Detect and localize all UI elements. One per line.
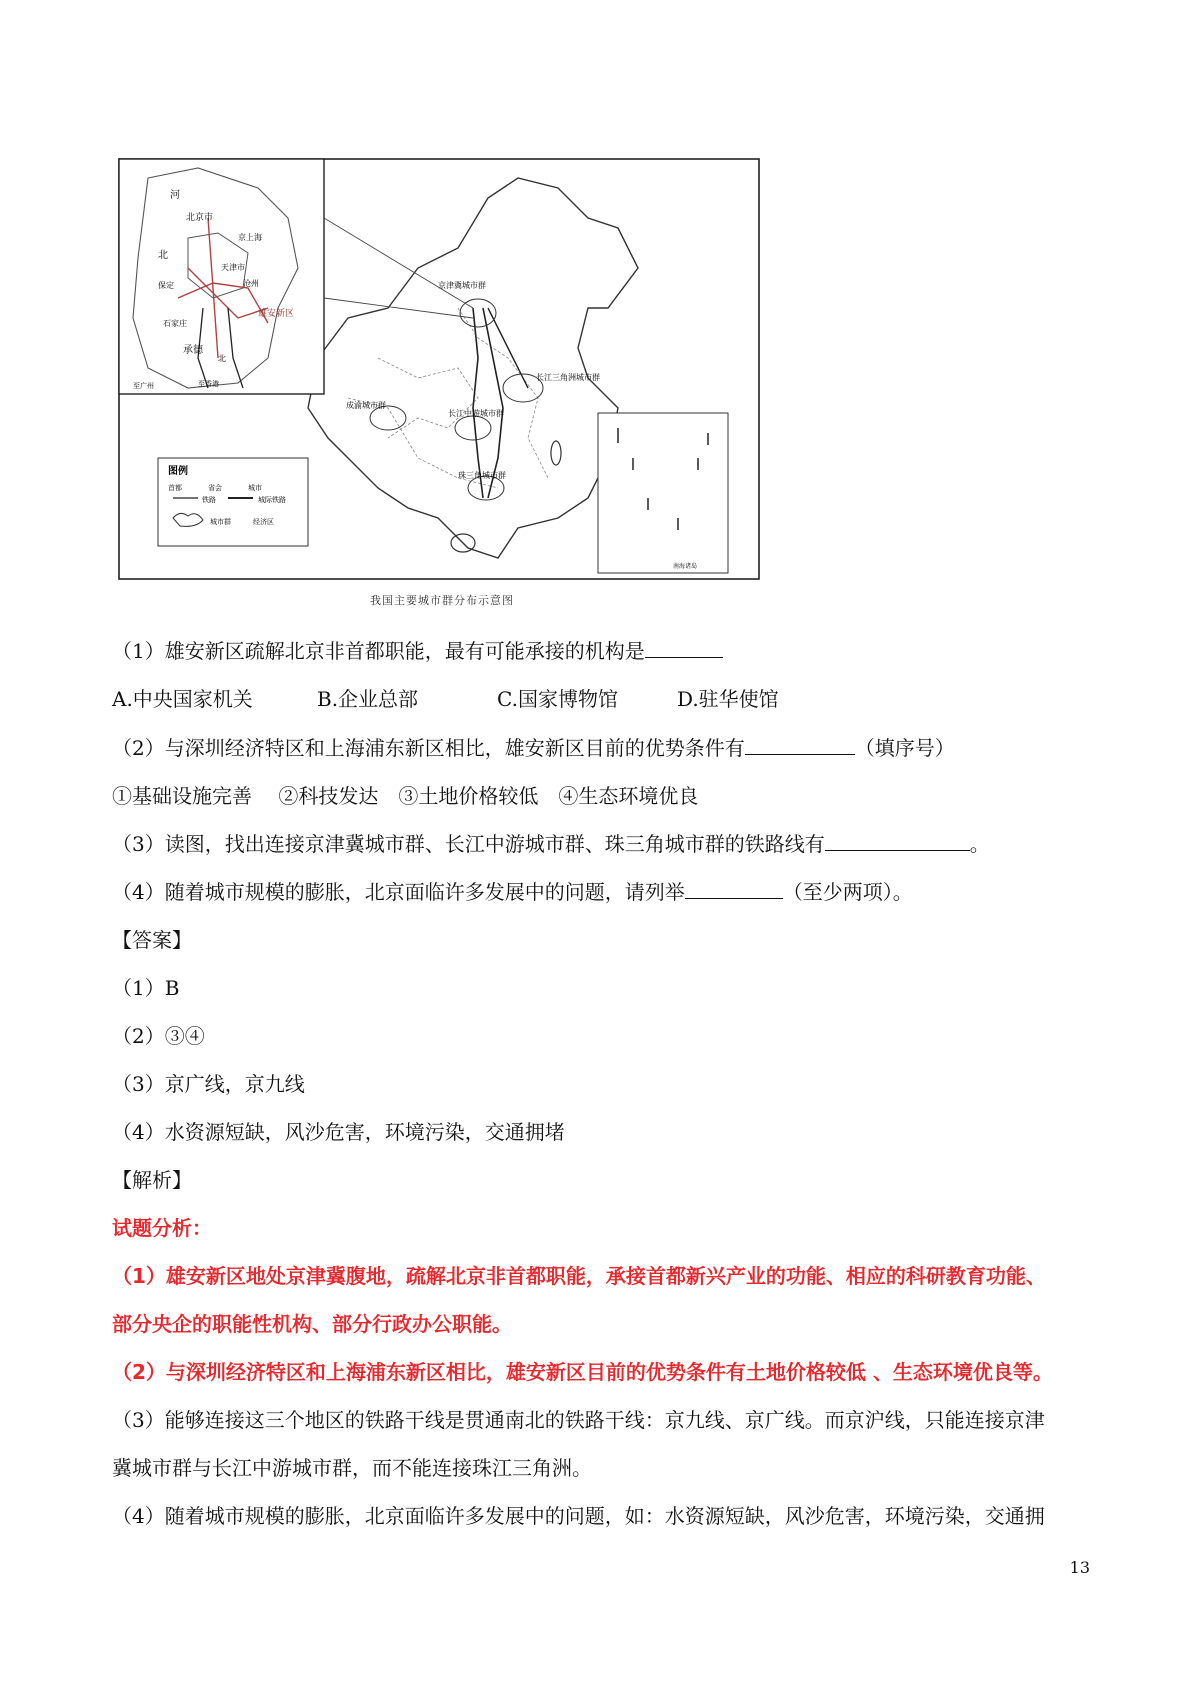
- analysis-p3-line1: （3）能够连接这三个地区的铁路干线是贯通南北的铁路干线：京九线、京广线。而京沪线，只能连接京津: [112, 1408, 1045, 1432]
- analysis-p4: （4）随着城市规模的膨胀，北京面临许多发展中的问题，如：水资源短缺，风沙危害，环境污染，交通拥: [112, 1504, 1045, 1528]
- analysis-heading: 【解析】: [112, 1168, 192, 1192]
- answer-blank[interactable]: [645, 637, 723, 658]
- svg-text:珠三角城市群: 珠三角城市群: [458, 471, 506, 480]
- answer-blank[interactable]: [745, 734, 855, 755]
- city-cluster-map: [118, 158, 768, 608]
- analysis-p3-line2: 冀城市群与长江中游城市群，而不能连接珠江三角洲。: [112, 1456, 592, 1480]
- svg-text:保定: 保定: [158, 281, 174, 290]
- question-2-choices: ①基础设施完善 ②科技发达 ③土地价格较低 ④生态环境优良: [112, 784, 699, 808]
- option-d: D.驻华使馆: [677, 687, 779, 711]
- svg-text:首都: 首都: [168, 484, 182, 492]
- svg-text:京上海: 京上海: [238, 233, 262, 242]
- answer-3: （3）京广线，京九线: [112, 1072, 305, 1096]
- page-number: 13: [1069, 1558, 1090, 1577]
- svg-text:长江中游城市群: 长江中游城市群: [448, 409, 504, 418]
- answer-heading: 【答案】: [112, 928, 192, 952]
- svg-text:城市群: 城市群: [210, 518, 231, 526]
- svg-text:北: 北: [218, 354, 226, 363]
- question-4: （4）随着城市规模的膨胀，北京面临许多发展中的问题，请列举 （至少两项）。: [112, 880, 913, 904]
- svg-text:承德: 承德: [183, 345, 203, 356]
- svg-text:长江三角洲城市群: 长江三角洲城市群: [536, 373, 600, 382]
- answer-4: （4）水资源短缺，风沙危害，环境污染，交通拥堵: [112, 1120, 565, 1144]
- svg-text:至广州: 至广州: [133, 382, 154, 390]
- option-b: B.企业总部: [317, 687, 419, 711]
- svg-text:河: 河: [170, 190, 180, 201]
- option-c: C.国家博物馆: [497, 687, 618, 711]
- svg-text:图例: 图例: [168, 466, 188, 477]
- svg-text:北京市: 北京市: [186, 213, 214, 223]
- svg-text:城市: 城市: [248, 484, 262, 492]
- svg-text:至香港: 至香港: [198, 380, 219, 388]
- svg-text:北: 北: [158, 250, 168, 261]
- analysis-p1-line2: 部分央企的职能性机构、部分行政办公职能。: [112, 1312, 512, 1336]
- svg-text:雄安新区: 雄安新区: [258, 309, 295, 319]
- question-2: （2）与深圳经济特区和上海浦东新区相比，雄安新区目前的优势条件有 （填序号）: [112, 736, 955, 760]
- figure-caption: 我国主要城市群分布示意图: [370, 594, 514, 607]
- svg-text:南海诸岛: 南海诸岛: [673, 563, 698, 570]
- analysis-label: 试题分析：: [112, 1216, 212, 1240]
- svg-text:成渝城市群: 成渝城市群: [346, 401, 386, 410]
- svg-text:京津冀城市群: 京津冀城市群: [438, 281, 486, 290]
- svg-text:省会: 省会: [208, 484, 222, 492]
- question-3: （3）读图，找出连接京津冀城市群、长江中游城市群、珠三角城市群的铁路线有 。: [112, 832, 990, 856]
- svg-text:天津市: 天津市: [221, 263, 245, 272]
- svg-text:石家庄: 石家庄: [163, 319, 187, 328]
- map-figure: [118, 158, 768, 608]
- svg-text:铁路: 铁路: [202, 496, 216, 504]
- answer-blank[interactable]: [825, 830, 970, 851]
- question-1: （1）雄安新区疏解北京非首都职能，最有可能承接的机构是: [112, 636, 723, 666]
- svg-text:沧州: 沧州: [243, 279, 259, 288]
- option-a: A.中央国家机关: [112, 687, 253, 711]
- analysis-p2: （2）与深圳经济特区和上海浦东新区相比，雄安新区目前的优势条件有土地价格较低 、生态环境优良等。: [112, 1360, 1053, 1384]
- svg-text:经济区: 经济区: [253, 518, 274, 526]
- answer-1: （1）B: [112, 976, 180, 1000]
- svg-text:城际铁路: 城际铁路: [258, 496, 286, 504]
- analysis-p1-line1: （1）雄安新区地处京津冀腹地，疏解北京非首都职能，承接首都新兴产业的功能、相应的科研教育功能、: [112, 1264, 1046, 1288]
- answer-2: （2）③④: [112, 1024, 205, 1048]
- question-1-options: [112, 684, 779, 714]
- answer-blank[interactable]: [685, 878, 783, 899]
